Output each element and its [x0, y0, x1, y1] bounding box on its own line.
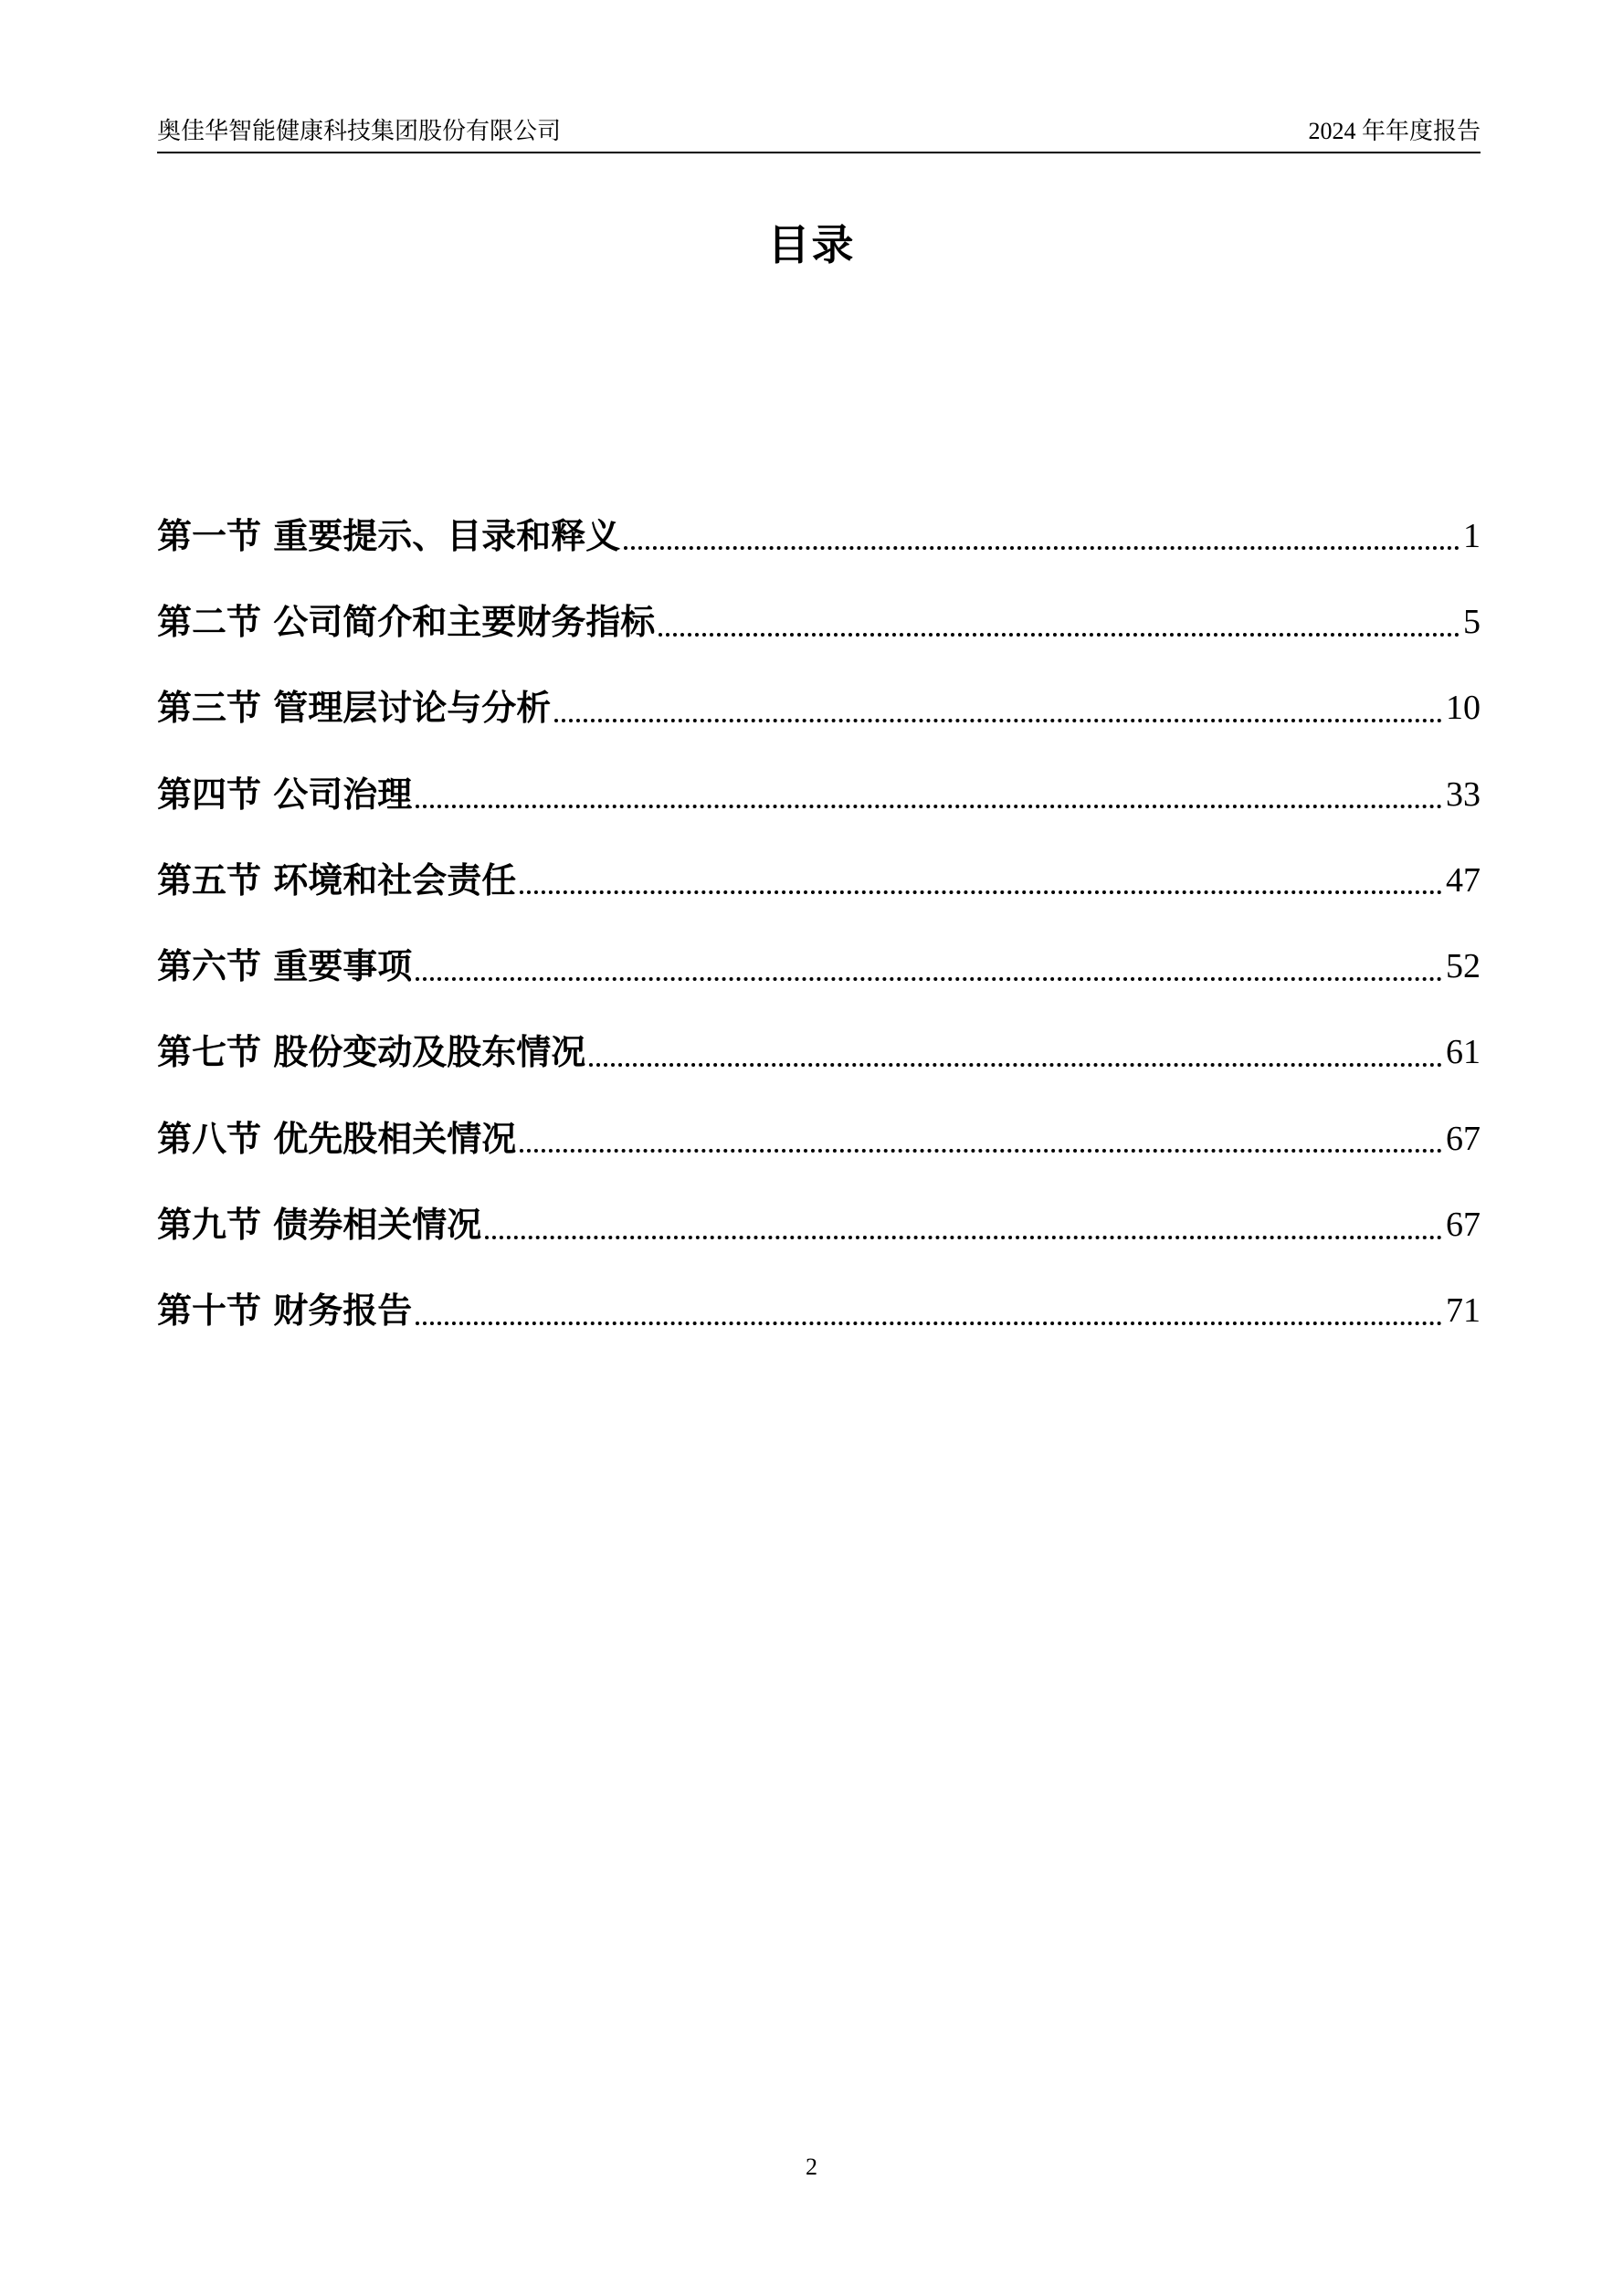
toc-entry[interactable]: [157, 1008, 1481, 1094]
toc-entry[interactable]: [157, 750, 1481, 836]
header-company-name: 奥佳华智能健康科技集团股份有限公司: [157, 118, 562, 145]
toc-entry-page: 1: [1463, 516, 1481, 555]
toc-dot-leader: [659, 633, 1460, 637]
toc-entry[interactable]: [157, 922, 1481, 1007]
toc-dot-leader: [520, 890, 1442, 894]
toc-entry-page: 67: [1446, 1119, 1481, 1158]
toc-dot-leader: [416, 977, 1442, 981]
toc-dot-leader: [554, 719, 1442, 722]
toc-entry-label: 第一节 重要提示、目录和释义: [157, 515, 621, 556]
toc-dot-leader: [624, 546, 1460, 550]
toc-dot-leader: [589, 1063, 1442, 1067]
toc-entry-page: 67: [1446, 1206, 1481, 1245]
toc-entry-label: 第五节 环境和社会责任: [157, 859, 517, 900]
toc-entry-page: 33: [1446, 774, 1481, 814]
toc-entry-label: 第十节 财务报告: [157, 1290, 413, 1332]
toc-entry-page: 71: [1446, 1291, 1481, 1331]
toc-dot-leader: [416, 1322, 1442, 1325]
toc-entry-label: 第三节 管理层讨论与分析: [157, 688, 552, 729]
toc-entry[interactable]: [157, 836, 1481, 922]
toc-entry-page: 47: [1446, 860, 1481, 900]
toc-entry-page: 10: [1446, 689, 1481, 728]
toc-entry-page: 61: [1446, 1033, 1481, 1072]
page-title: 目录: [767, 220, 856, 269]
running-header: [157, 117, 1481, 153]
toc-entry-label: 第六节 重要事项: [157, 946, 413, 987]
toc-entry[interactable]: [157, 577, 1481, 663]
table-of-contents: [157, 491, 1481, 1353]
toc-entry-label: 第八节 优先股相关情况: [157, 1118, 517, 1159]
toc-entry-label: 第二节 公司简介和主要财务指标: [157, 602, 656, 642]
page-number: 2: [806, 2154, 817, 2180]
toc-entry[interactable]: [157, 1180, 1481, 1266]
toc-entry[interactable]: [157, 491, 1481, 577]
toc-dot-leader: [416, 805, 1442, 808]
toc-entry[interactable]: [157, 1267, 1481, 1353]
toc-entry[interactable]: [157, 1094, 1481, 1180]
header-report-title: 2024 年年度报告: [1308, 118, 1481, 144]
toc-entry-page: 5: [1463, 603, 1481, 641]
toc-entry-label: 第七节 股份变动及股东情况: [157, 1032, 586, 1073]
toc-dot-leader: [520, 1149, 1442, 1153]
toc-entry-label: 第四节 公司治理: [157, 774, 413, 815]
toc-entry-page: 52: [1446, 947, 1481, 986]
toc-dot-leader: [485, 1236, 1442, 1239]
toc-entry[interactable]: [157, 664, 1481, 750]
toc-entry-label: 第九节 债券相关情况: [157, 1205, 482, 1246]
